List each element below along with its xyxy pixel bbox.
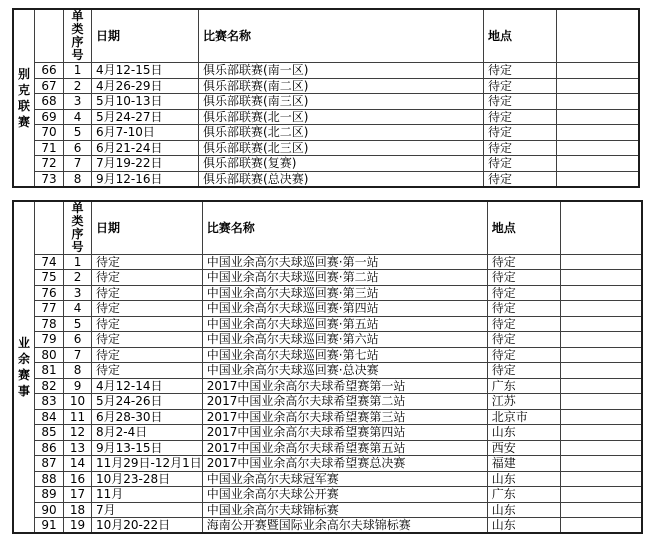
cell-location: 福建 <box>487 456 560 472</box>
cell-location: 江苏 <box>487 394 560 410</box>
cell-location: 山东 <box>487 471 560 487</box>
cell-location: 待定 <box>487 363 560 379</box>
cell-no: 82 <box>35 378 64 394</box>
cell-date: 待定 <box>92 285 203 301</box>
table-row <box>13 487 642 503</box>
col-header-number <box>35 9 64 63</box>
cell-date: 11月 <box>92 487 203 503</box>
col-header-name: 比赛名称 <box>202 201 487 255</box>
cell-seq: 8 <box>64 171 92 187</box>
col-header-number <box>35 201 64 255</box>
cell-date: 4月26-29日 <box>92 78 199 94</box>
cell-extra <box>560 440 642 456</box>
cell-extra <box>560 285 642 301</box>
cell-location: 待定 <box>484 78 557 94</box>
table-row <box>13 471 642 487</box>
cell-date: 8月2-4日 <box>92 425 203 441</box>
cell-name: 俱乐部联赛(北二区) <box>199 125 484 141</box>
cell-extra <box>560 316 642 332</box>
cell-no: 74 <box>35 254 64 270</box>
col-header-seq: 单类序号 <box>64 9 92 63</box>
cell-no: 78 <box>35 316 64 332</box>
cell-no: 76 <box>35 285 64 301</box>
cell-name: 俱乐部联赛(复赛) <box>199 156 484 172</box>
table-row <box>13 440 642 456</box>
col-header-seq: 单类序号 <box>64 201 92 255</box>
cell-extra <box>560 471 642 487</box>
cell-no: 72 <box>35 156 64 172</box>
cell-date: 5月24-26日 <box>92 394 203 410</box>
cell-location: 待定 <box>487 254 560 270</box>
cell-location: 待定 <box>484 63 557 79</box>
cell-date: 9月12-16日 <box>92 171 199 187</box>
cell-name: 中国业余高尔夫球巡回赛·第四站 <box>202 301 487 317</box>
cell-date: 待定 <box>92 316 203 332</box>
cell-location: 待定 <box>484 94 557 110</box>
cell-extra <box>560 301 642 317</box>
cell-date: 7月 <box>92 502 203 518</box>
cell-extra <box>560 409 642 425</box>
col-header-date: 日期 <box>92 9 199 63</box>
cell-no: 86 <box>35 440 64 456</box>
table-row <box>13 156 639 172</box>
cell-extra <box>560 332 642 348</box>
cell-name: 中国业余高尔夫球巡回赛·总决赛 <box>202 363 487 379</box>
cell-name: 中国业余高尔夫球锦标赛 <box>202 502 487 518</box>
table-row <box>13 254 642 270</box>
cell-no: 79 <box>35 332 64 348</box>
cell-extra <box>560 347 642 363</box>
col-header-date: 日期 <box>92 201 203 255</box>
cell-location: 广东 <box>487 378 560 394</box>
cell-name: 俱乐部联赛(北三区) <box>199 140 484 156</box>
cell-seq: 10 <box>64 394 92 410</box>
cell-name: 2017中国业余高尔夫球希望赛第三站 <box>202 409 487 425</box>
cell-date: 6月7-10日 <box>92 125 199 141</box>
cell-extra <box>560 254 642 270</box>
cell-name: 俱乐部联赛(南三区) <box>199 94 484 110</box>
header-row <box>13 9 639 63</box>
table-row <box>13 109 639 125</box>
cell-extra <box>560 487 642 503</box>
cell-name: 俱乐部联赛(总决赛) <box>199 171 484 187</box>
cell-seq: 13 <box>64 440 92 456</box>
cell-date: 待定 <box>92 332 203 348</box>
cell-extra <box>557 171 639 187</box>
table-row <box>13 270 642 286</box>
cell-seq: 7 <box>64 156 92 172</box>
cell-no: 84 <box>35 409 64 425</box>
cell-no: 68 <box>35 94 64 110</box>
cell-no: 73 <box>35 171 64 187</box>
buick-league-table <box>12 8 640 188</box>
cell-extra <box>557 63 639 79</box>
table-row <box>13 363 642 379</box>
table-row <box>13 332 642 348</box>
cell-name: 俱乐部联赛(北一区) <box>199 109 484 125</box>
cell-name: 俱乐部联赛(南二区) <box>199 78 484 94</box>
cell-no: 85 <box>35 425 64 441</box>
cell-seq: 16 <box>64 471 92 487</box>
cell-date: 待定 <box>92 363 203 379</box>
cell-extra <box>560 363 642 379</box>
cell-no: 83 <box>35 394 64 410</box>
cell-extra <box>560 394 642 410</box>
table-row <box>13 518 642 534</box>
col-header-location: 地点 <box>484 9 557 63</box>
amateur-events-table <box>12 200 643 534</box>
cell-name: 中国业余高尔夫球巡回赛·第五站 <box>202 316 487 332</box>
col-header-extra <box>557 9 639 63</box>
cell-location: 待定 <box>487 301 560 317</box>
table-row <box>13 285 642 301</box>
cell-date: 待定 <box>92 270 203 286</box>
cell-location: 待定 <box>484 156 557 172</box>
table-row <box>13 125 639 141</box>
table-row <box>13 171 639 187</box>
cell-name: 中国业余高尔夫球公开赛 <box>202 487 487 503</box>
cell-location: 山东 <box>487 502 560 518</box>
cell-date: 6月21-24日 <box>92 140 199 156</box>
cell-location: 待定 <box>487 332 560 348</box>
cell-extra <box>557 140 639 156</box>
cell-date: 6月28-30日 <box>92 409 203 425</box>
cell-seq: 18 <box>64 502 92 518</box>
cell-no: 81 <box>35 363 64 379</box>
cell-name: 俱乐部联赛(南一区) <box>199 63 484 79</box>
amateur-events-rows <box>13 201 642 534</box>
cell-extra <box>557 78 639 94</box>
cell-extra <box>557 109 639 125</box>
cell-name: 2017中国业余高尔夫球希望赛第一站 <box>202 378 487 394</box>
cell-no: 89 <box>35 487 64 503</box>
cell-seq: 2 <box>64 78 92 94</box>
cell-location: 山东 <box>487 518 560 534</box>
cell-seq: 14 <box>64 456 92 472</box>
cell-extra <box>557 156 639 172</box>
cell-no: 67 <box>35 78 64 94</box>
cell-date: 10月20-22日 <box>92 518 203 534</box>
cell-no: 71 <box>35 140 64 156</box>
cell-seq: 3 <box>64 94 92 110</box>
table-row <box>13 378 642 394</box>
cell-no: 90 <box>35 502 64 518</box>
table-row <box>13 316 642 332</box>
table-row <box>13 94 639 110</box>
table-row <box>13 78 639 94</box>
cell-location: 待定 <box>484 140 557 156</box>
table-row <box>13 140 639 156</box>
cell-seq: 11 <box>64 409 92 425</box>
cell-seq: 12 <box>64 425 92 441</box>
cell-seq: 2 <box>64 270 92 286</box>
cell-name: 海南公开赛暨国际业余高尔夫球锦标赛 <box>202 518 487 534</box>
cell-date: 待定 <box>92 301 203 317</box>
cell-location: 待定 <box>484 171 557 187</box>
cell-name: 中国业余高尔夫球巡回赛·第二站 <box>202 270 487 286</box>
cell-no: 66 <box>35 63 64 79</box>
cell-date: 待定 <box>92 254 203 270</box>
cell-no: 91 <box>35 518 64 534</box>
table-side-label: 别克联赛 <box>13 9 35 187</box>
cell-location: 待定 <box>484 109 557 125</box>
cell-date: 11月29日-12月1日 <box>92 456 203 472</box>
cell-name: 2017中国业余高尔夫球希望赛第四站 <box>202 425 487 441</box>
cell-no: 70 <box>35 125 64 141</box>
cell-location: 待定 <box>487 347 560 363</box>
table-row <box>13 456 642 472</box>
cell-name: 中国业余高尔夫球巡回赛·第七站 <box>202 347 487 363</box>
cell-location: 北京市 <box>487 409 560 425</box>
cell-seq: 5 <box>64 316 92 332</box>
cell-extra <box>560 502 642 518</box>
schedule-page <box>0 8 650 501</box>
cell-seq: 4 <box>64 301 92 317</box>
cell-no: 69 <box>35 109 64 125</box>
table-row <box>13 502 642 518</box>
cell-seq: 7 <box>64 347 92 363</box>
cell-seq: 4 <box>64 109 92 125</box>
cell-extra <box>560 378 642 394</box>
cell-location: 山东 <box>487 425 560 441</box>
cell-extra <box>557 94 639 110</box>
cell-date: 4月12-15日 <box>92 63 199 79</box>
table-row <box>13 409 642 425</box>
col-header-location: 地点 <box>487 201 560 255</box>
col-header-name: 比赛名称 <box>199 9 484 63</box>
cell-extra <box>560 425 642 441</box>
table-side-label: 业余赛事 <box>13 201 35 534</box>
cell-seq: 1 <box>64 63 92 79</box>
cell-no: 75 <box>35 270 64 286</box>
cell-date: 9月13-15日 <box>92 440 203 456</box>
cell-date: 5月24-27日 <box>92 109 199 125</box>
cell-no: 80 <box>35 347 64 363</box>
header-row <box>13 201 642 255</box>
cell-extra <box>560 270 642 286</box>
cell-seq: 9 <box>64 378 92 394</box>
table-row <box>13 394 642 410</box>
cell-location: 待定 <box>487 285 560 301</box>
table-row <box>13 63 639 79</box>
cell-extra <box>560 518 642 534</box>
cell-name: 中国业余高尔夫球巡回赛·第三站 <box>202 285 487 301</box>
cell-location: 待定 <box>487 316 560 332</box>
cell-seq: 1 <box>64 254 92 270</box>
cell-name: 中国业余高尔夫球巡回赛·第六站 <box>202 332 487 348</box>
col-header-extra <box>560 201 642 255</box>
cell-no: 87 <box>35 456 64 472</box>
cell-date: 7月19-22日 <box>92 156 199 172</box>
cell-date: 5月10-13日 <box>92 94 199 110</box>
cell-location: 待定 <box>484 125 557 141</box>
cell-date: 待定 <box>92 347 203 363</box>
cell-name: 中国业余高尔夫球冠军赛 <box>202 471 487 487</box>
cell-name: 2017中国业余高尔夫球希望赛第二站 <box>202 394 487 410</box>
cell-seq: 3 <box>64 285 92 301</box>
cell-name: 中国业余高尔夫球巡回赛·第一站 <box>202 254 487 270</box>
cell-date: 4月12-14日 <box>92 378 203 394</box>
cell-extra <box>557 125 639 141</box>
cell-no: 77 <box>35 301 64 317</box>
cell-date: 10月23-28日 <box>92 471 203 487</box>
cell-extra <box>560 456 642 472</box>
table-row <box>13 301 642 317</box>
cell-location: 待定 <box>487 270 560 286</box>
cell-seq: 17 <box>64 487 92 503</box>
cell-seq: 6 <box>64 332 92 348</box>
cell-no: 88 <box>35 471 64 487</box>
table-row <box>13 425 642 441</box>
cell-seq: 6 <box>64 140 92 156</box>
cell-location: 广东 <box>487 487 560 503</box>
cell-name: 2017中国业余高尔夫球希望赛第五站 <box>202 440 487 456</box>
cell-seq: 8 <box>64 363 92 379</box>
cell-seq: 5 <box>64 125 92 141</box>
buick-league-rows <box>13 9 639 187</box>
cell-name: 2017中国业余高尔夫球希望赛总决赛 <box>202 456 487 472</box>
cell-location: 西安 <box>487 440 560 456</box>
cell-seq: 19 <box>64 518 92 534</box>
table-row <box>13 347 642 363</box>
